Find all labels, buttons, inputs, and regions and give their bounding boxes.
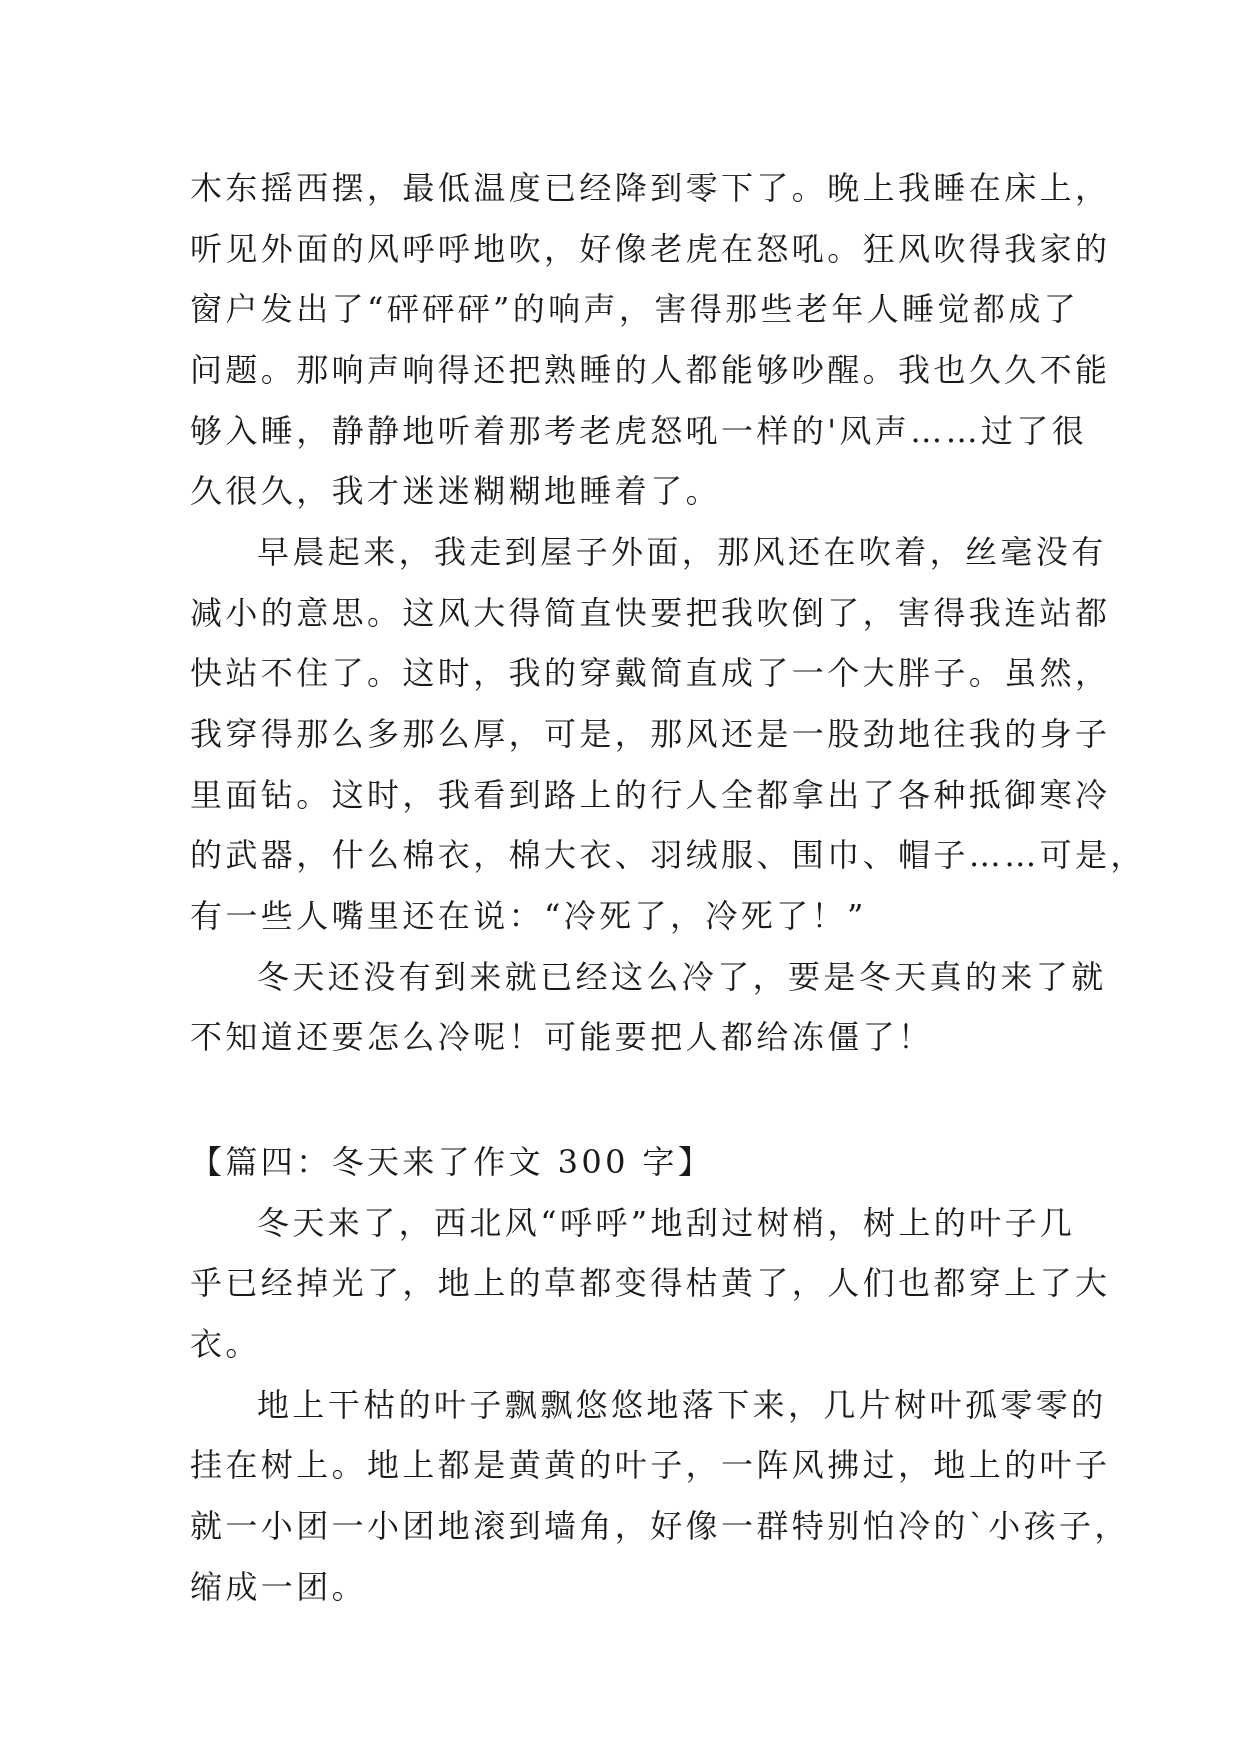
paragraph-line: 就一小团一小团地滚到墙角，好像一群特别怕冷的`小孩子， — [190, 1507, 1130, 1545]
paragraph-line: 听见外面的风呼呼地吹，好像老虎在怒吼。狂风吹得我家的 — [190, 230, 1111, 268]
paragraph-line: 不知道还要怎么冷呢！可能要把人都给冻僵了！ — [190, 1018, 934, 1056]
paragraph-line: 缩成一团。 — [190, 1568, 368, 1606]
paragraph-line: 久很久，我才迷迷糊糊地睡着了。 — [190, 472, 722, 510]
paragraph-line: 减小的意思。这风大得简直快要把我吹倒了，害得我连站都 — [190, 594, 1111, 632]
paragraph-line: 挂在树上。地上都是黄黄的叶子，一阵风拂过，地上的叶子 — [190, 1446, 1111, 1484]
paragraph-line: 快站不住了。这时，我的穿戴简直成了一个大胖子。虽然， — [190, 654, 1111, 692]
paragraph-line: 乎已经掉光了，地上的草都变得枯黄了，人们也都穿上了大 — [190, 1264, 1111, 1302]
paragraph-line: 木东摇西摆，最低温度已经降到零下了。晚上我睡在床上， — [190, 169, 1111, 207]
paragraph-line: 地上干枯的叶子飘飘悠悠地落下来，几片树叶孤零零的 — [257, 1386, 1107, 1424]
paragraph-line: 里面钻。这时，我看到路上的行人全都拿出了各种抵御寒冷 — [190, 776, 1111, 814]
paragraph-line: 衣。 — [190, 1325, 261, 1363]
paragraph-line: 够入睡，静静地听着那考老虎怒吼一样的'风声……过了很 — [190, 412, 1088, 450]
paragraph-line: 有一些人嘴里还在说：“冷死了，冷死了！” — [190, 897, 867, 935]
paragraph-line: 冬天还没有到来就已经这么冷了，要是冬天真的来了就 — [257, 958, 1107, 996]
paragraph-line: 早晨起来，我走到屋子外面，那风还在吹着，丝毫没有 — [257, 533, 1107, 571]
section-heading: 【篇四：冬天来了作文 300 字】 — [190, 1143, 714, 1181]
paragraph-line: 窗户发出了“砰砰砰”的响声，害得那些老年人睡觉都成了 — [190, 290, 1080, 328]
paragraph-line: 冬天来了，西北风“呼呼”地刮过树梢，树上的叶子几 — [257, 1204, 1076, 1242]
paragraph-line: 的武器，什么棉衣，棉大衣、羽绒服、围巾、帽子……可是， — [190, 836, 1146, 874]
paragraph-line: 问题。那响声响得还把熟睡的人都能够吵醒。我也久久不能 — [190, 351, 1111, 389]
paragraph-line: 我穿得那么多那么厚，可是，那风还是一股劲地往我的身子 — [190, 715, 1111, 753]
